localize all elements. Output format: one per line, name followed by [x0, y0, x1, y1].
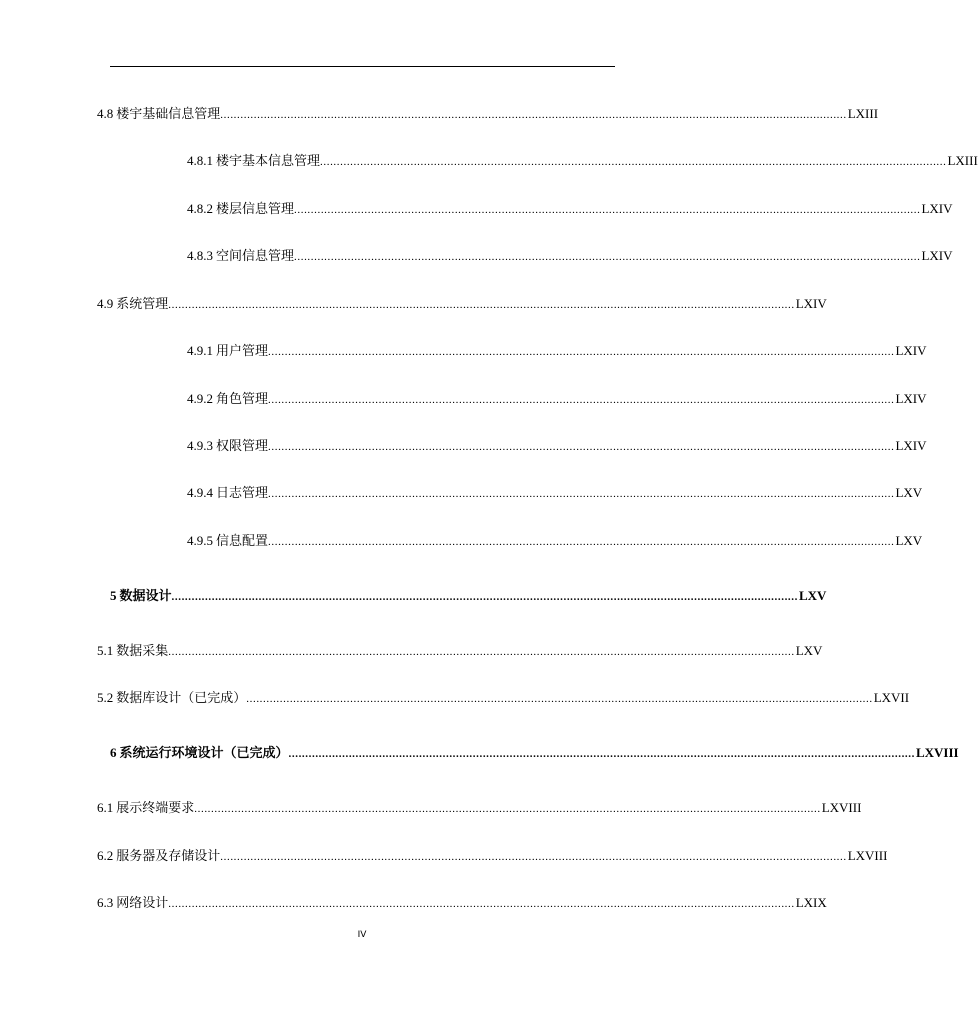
toc-entry-number: 5.2	[97, 690, 114, 705]
toc-dot-leader: ...........................................................................................................................................................................................	[268, 488, 895, 500]
toc-entry-number: 4.8.2	[187, 201, 213, 216]
toc-entry-title: 数据设计	[119, 589, 172, 604]
toc-entry-4-8-2[interactable]	[187, 199, 953, 219]
toc-dot-leader: ...........................................................................................................................................................................................	[268, 441, 895, 453]
toc-entry-title: 楼宇基本信息管理	[216, 154, 321, 169]
toc-entry-page: LXIV	[921, 248, 953, 263]
toc-dot-leader: ...........................................................................................................................................................................................	[171, 591, 798, 603]
toc-entry-number: 4.9.3	[187, 438, 213, 453]
toc-dot-leader: ...........................................................................................................................................................................................	[268, 394, 895, 406]
toc-entry-title: 数据库设计（已完成）	[116, 691, 247, 706]
toc-entry-6-3[interactable]	[97, 893, 827, 913]
toc-entry-page: LXIV	[895, 438, 927, 453]
toc-entry-page: LXVII	[873, 690, 910, 705]
toc-entry-number: 4.9.1	[187, 343, 213, 358]
toc-entry-title: 楼宇基础信息管理	[116, 107, 221, 122]
toc-entry-page: LXIV	[921, 201, 953, 216]
toc-entry-page: LXIV	[795, 296, 827, 311]
toc-entry-number: 6.2	[97, 848, 114, 863]
toc-entry-title: 空间信息管理	[216, 249, 295, 264]
toc-entry-number: 4.9.2	[187, 391, 213, 406]
toc-entry-title: 用户管理	[216, 344, 269, 359]
toc-entry-title: 展示终端要求	[116, 801, 195, 816]
toc-entry-page: LXVIII	[915, 745, 959, 760]
toc-entry-4-9[interactable]	[97, 294, 827, 314]
toc-entry-4-9-4[interactable]	[187, 483, 923, 503]
toc-entry-6[interactable]	[110, 743, 959, 763]
toc-entry-page: LXVIII	[821, 800, 862, 815]
toc-entry-title: 服务器及存储设计	[116, 849, 221, 864]
toc-entry-number: 4.8	[97, 106, 114, 121]
toc-entry-title: 楼层信息管理	[216, 202, 295, 217]
toc-entry-title: 角色管理	[216, 392, 269, 407]
toc-entry-4-8[interactable]	[97, 104, 879, 124]
toc-entry-page: LXIV	[895, 343, 927, 358]
toc-entry-page: LXV	[895, 533, 923, 548]
toc-dot-leader: ...........................................................................................................................................................................................	[168, 898, 795, 910]
toc-entry-4-8-1[interactable]	[187, 151, 978, 171]
toc-entry-title: 日志管理	[216, 486, 269, 501]
toc-dot-leader: ...........................................................................................................................................................................................	[246, 693, 873, 705]
toc-entry-number: 6	[110, 745, 117, 760]
toc-entry-4-8-3[interactable]	[187, 246, 953, 266]
toc-entry-number: 4.9.5	[187, 533, 213, 548]
toc-entry-number: 4.9.4	[187, 485, 213, 500]
toc-entry-5-2[interactable]	[97, 688, 910, 708]
toc-dot-leader: ...........................................................................................................................................................................................	[268, 346, 895, 358]
toc-dot-leader: ...........................................................................................................................................................................................	[168, 299, 795, 311]
toc-entry-title: 数据采集	[116, 644, 169, 659]
toc-dot-leader: ...........................................................................................................................................................................................	[220, 109, 847, 121]
toc-entry-4-9-1[interactable]	[187, 341, 927, 361]
toc-entry-6-1[interactable]	[97, 798, 862, 818]
toc-entry-page: LXVIII	[847, 848, 888, 863]
toc-dot-leader: ...........................................................................................................................................................................................	[194, 803, 821, 815]
toc-entry-5-1[interactable]	[97, 641, 823, 661]
toc-dot-leader: ...........................................................................................................................................................................................	[288, 748, 915, 760]
toc-dot-leader: ...........................................................................................................................................................................................	[220, 851, 847, 863]
toc-entry-number: 4.8.3	[187, 248, 213, 263]
header-rule	[110, 66, 615, 67]
toc-entry-number: 4.8.1	[187, 153, 213, 168]
page-number: IV	[357, 930, 367, 940]
toc-entry-number: 5.1	[97, 643, 114, 658]
toc-entry-5[interactable]	[110, 586, 827, 606]
toc-entry-title: 系统管理	[116, 297, 169, 312]
toc-entry-4-9-5[interactable]	[187, 531, 923, 551]
toc-entry-page: LXIV	[895, 391, 927, 406]
toc-entry-page: LXIX	[795, 895, 827, 910]
toc-dot-leader: ...........................................................................................................................................................................................	[320, 156, 947, 168]
toc-entry-6-2[interactable]	[97, 846, 888, 866]
toc-entry-number: 6.1	[97, 800, 114, 815]
toc-dot-leader: ...........................................................................................................................................................................................	[168, 646, 795, 658]
toc-dot-leader: ...........................................................................................................................................................................................	[294, 204, 921, 216]
toc-entry-title: 系统运行环境设计（已完成）	[119, 746, 289, 761]
toc-entry-page: LXV	[798, 588, 827, 603]
toc-entry-page: LXIII	[947, 153, 978, 168]
toc-entry-title: 网络设计	[116, 896, 169, 911]
toc-entry-4-9-2[interactable]	[187, 389, 927, 409]
toc-entry-number: 4.9	[97, 296, 114, 311]
toc-entry-number: 5	[110, 588, 117, 603]
toc-entry-title: 信息配置	[216, 534, 269, 549]
toc-entry-number: 6.3	[97, 895, 114, 910]
toc-entry-page: LXV	[895, 485, 923, 500]
toc-entry-page: LXV	[795, 643, 823, 658]
toc-dot-leader: ...........................................................................................................................................................................................	[268, 536, 895, 548]
toc-dot-leader: ...........................................................................................................................................................................................	[294, 251, 921, 263]
toc-entry-4-9-3[interactable]	[187, 436, 927, 456]
toc-entry-page: LXIII	[847, 106, 879, 121]
toc-entry-title: 权限管理	[216, 439, 269, 454]
